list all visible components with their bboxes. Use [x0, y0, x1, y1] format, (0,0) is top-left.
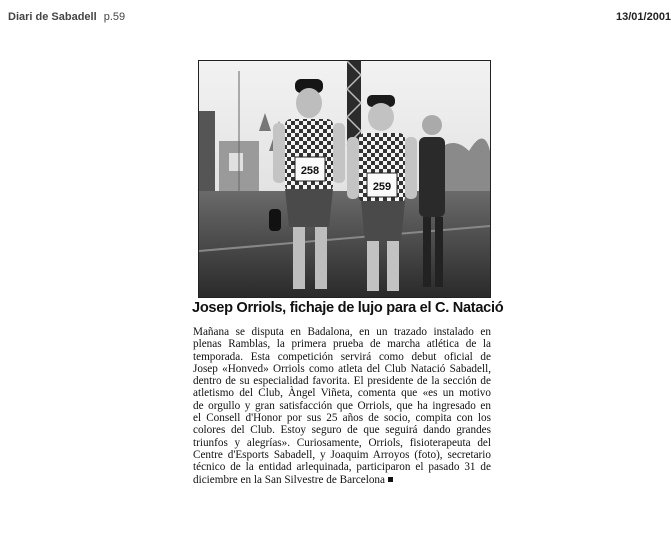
- publication-name: Diari de Sabadell: [8, 11, 97, 23]
- bib-number-259: 259: [372, 181, 392, 193]
- body-line-text: diciembre en la San Silvestre de Barcelona: [193, 473, 385, 486]
- article-body: [193, 326, 491, 486]
- article-headline: Josep Orriols, fichaje de lujo para el C. Natació: [192, 300, 504, 316]
- body-line: colores del Club. Estoy seguro de que seguirá dando grandes: [193, 424, 491, 437]
- end-of-article-mark: [388, 477, 393, 482]
- page-number: p.59: [103, 11, 126, 23]
- body-line: de orgullo y gran satisfacción que Orriols, que ha ingresado en: [193, 399, 491, 412]
- page-header-source: [8, 11, 125, 23]
- body-line: técnico de la entidad arlequinada, participaron el pasado 31 de: [193, 461, 491, 474]
- body-line: Josep «Honved» Orriols como atleta del Club Natació Sabadell,: [193, 362, 491, 375]
- body-line: plenas Ramblas, la primera prueba de marcha atlética de la: [193, 338, 491, 351]
- article-photo: [198, 60, 491, 298]
- body-line: dentro de su especialidad favorita. El presidente de la sección de: [193, 375, 491, 388]
- bib-number-258: 258: [300, 165, 320, 177]
- body-line-last: [193, 474, 491, 486]
- body-line: atletismo del Club, Àngel Viñeta, comenta que «es un motivo: [193, 387, 491, 400]
- body-line: triunfos y alegrías». Curiosamente, Orriols, fisioterapeuta del: [193, 436, 491, 449]
- body-line: el Consell d'Honor por sus 25 años de socio, compita con los: [193, 412, 491, 425]
- body-line: temporada. Esta competición servirá como debut oficial de: [193, 350, 491, 363]
- body-line: Mañana se disputa en Badalona, en un trazado instalado en: [193, 326, 491, 338]
- body-line: Centre d'Esports Sabadell, y Joaquim Arroyos (foto), secretario: [193, 448, 491, 461]
- publication-date: 13/01/2001: [616, 11, 671, 23]
